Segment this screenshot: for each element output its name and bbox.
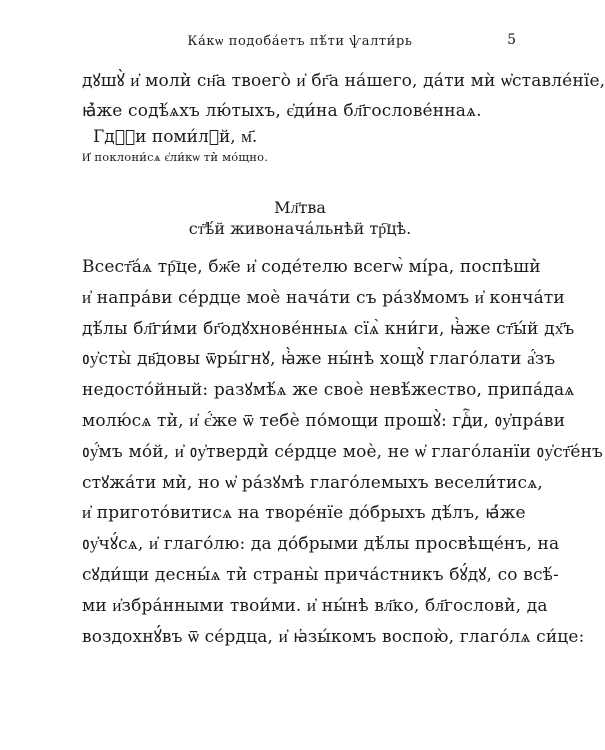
text-line: Всест҃а́ѧ тр҇це, бж҃е и҆ соде́телю всегѡ̀ мі́ра, поспѣши̇̀ bbox=[82, 257, 541, 277]
running-head bbox=[0, 32, 600, 52]
text-line: стꙋжа́ти ми̇̀, но ѡ҆ ра́зꙋмѣ глаго́лемыхъ весели́тисѧ, bbox=[82, 472, 543, 493]
rubric: И҆ поклони́сѧ є҆ли́кѡ ти̇̀ мо́щно. bbox=[82, 150, 269, 164]
versicle: Гдⷭ҇и поми́лꙋй, м҃. bbox=[93, 127, 258, 147]
text-line: молю́сѧ ти̇̀, и҆ є҆́же ѿ тебѐ по́мощи прошꙋ̀: гдⷭ҇и, ᲂу҆пра́ви bbox=[82, 410, 566, 431]
text-line: и҆ пригото́витисѧ на творе́нїе до́брыхъ дѣ́лъ, ꙗ҆́же bbox=[82, 503, 526, 524]
text-line: и҆ напра́ви се́рдце моѐ нача́ти съ ра́зꙋмомъ и҆ конча́ти bbox=[82, 287, 565, 308]
page-number: 5 bbox=[507, 32, 516, 48]
text-line: дѣ́лы бл҃ги́ми бг҃одꙋхнове́нныѧ сїѧ̀ кни́ги, ꙗ҆̀же ст҃ы́й дх҃ъ bbox=[82, 318, 575, 339]
text-line: недосто́йный: разꙋмѣ́ѧ же своѐ невѣ́жество, припа́даѧ bbox=[82, 380, 575, 401]
text-line: сꙋди́щи десны́ѧ ти̇̀ страны̀ прича́стникъ бꙋ́дꙋ, со всѣ́- bbox=[82, 564, 559, 585]
prayer-paragraph bbox=[82, 252, 604, 652]
text-line: ми и҆збра́нными твои́ми. и҆ ны́нѣ вл҃ко, бл҃гослови̇̀, да bbox=[82, 595, 548, 616]
text-line: ꙗ҆̀же содѣ́ѧхъ лю́тыхъ, є҆ди́на бл҃гослове́ннаѧ. bbox=[82, 101, 482, 121]
text-line: ᲂу҆сты̀ дв҃довы ѿры́гнꙋ, ꙗ҆̀же ны́нѣ хощꙋ̀ глаго́лати а҆́зъ bbox=[82, 349, 556, 370]
text-line: воздохнꙋ́въ ѿ се́рдца, и҆ ꙗ҆зы́комъ воспою̀, глаго́лѧ си́це: bbox=[82, 626, 585, 647]
text-line: ᲂу҆́мъ мо́й, и҆ ᲂу҆тверди̇̀ се́рдце моѐ, не ѡ҆ глаго́ланїи ᲂу҆ст҃е́нъ bbox=[82, 441, 604, 462]
text-line: дꙋшꙋ̀ и҆ моли̇̀ сн҃а твоего̀ и҆ бг҃а на́шего, да́ти мѝ ѡ҆ставле́нїе, bbox=[82, 71, 605, 91]
intro-paragraph bbox=[82, 66, 605, 126]
running-title: Ка́кѡ подоба́етъ пѣ́ти ѱалти́рь bbox=[187, 34, 413, 49]
text-line: ᲂу҆чꙋ́сѧ, и҆ глаго́лю: да до́брыми дѣ́лы просвѣще́нъ, на bbox=[82, 534, 560, 555]
prayer-heading: Мл҃тва bbox=[274, 198, 326, 217]
prayer-subheading: ст҃ѣ́й живонача́льнѣй тр҇цѣ. bbox=[188, 219, 412, 238]
